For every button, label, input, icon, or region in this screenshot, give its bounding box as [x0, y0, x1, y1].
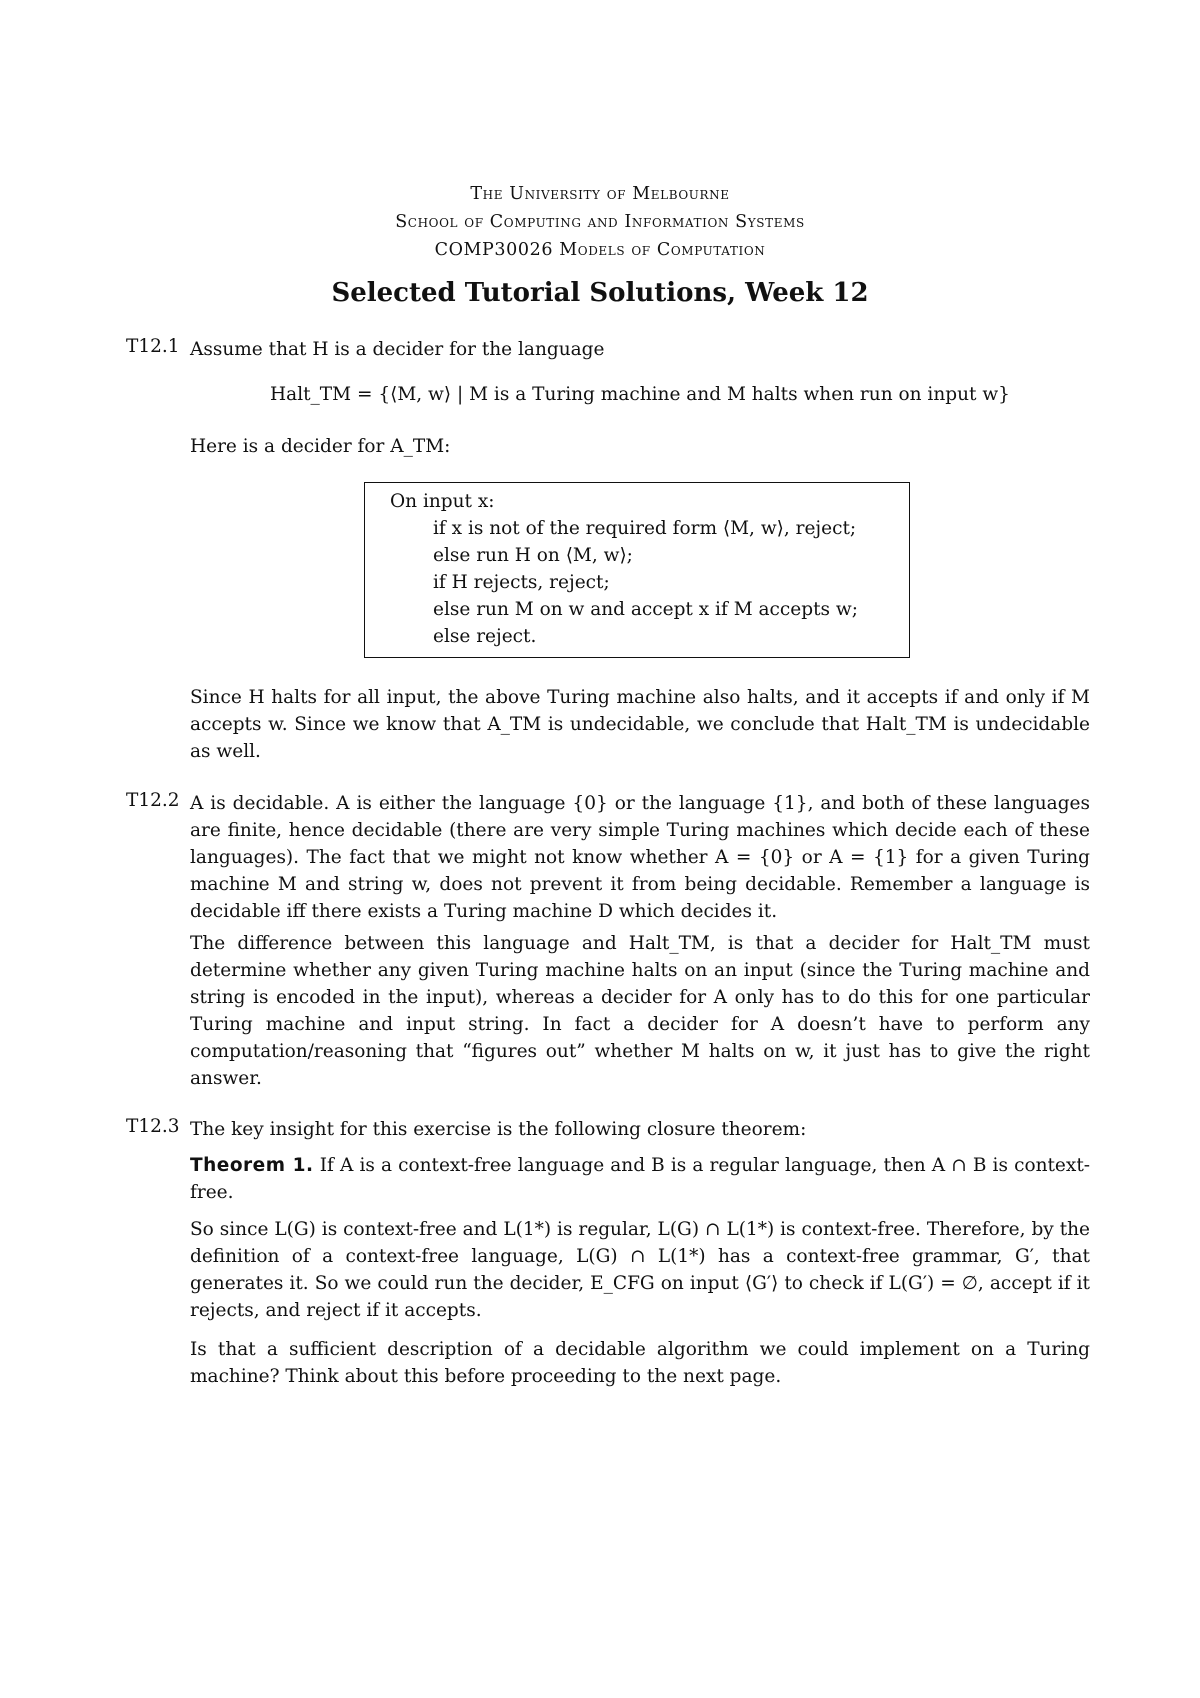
exercise-label-t12-1: T12.1 [126, 336, 180, 357]
algorithm-line: if H rejects, reject; [433, 572, 610, 593]
t12-3-paragraph-1: So since L(G) is context-free and L(1*) is regular, L(G) ∩ L(1*) is context-free. Therefore, by the definition of a context-free language, L(G) ∩ L(1*) has a context-free grammar, G′, that generates it. So we could run the decider, E_CFG on input ⟨G′⟩ to check if L(G′) = ∅, accept if it rejects, and reject if it accepts. [190, 1219, 1090, 1321]
t12-1-conclusion: Since H halts for all input, the above Turing machine also halts, and it accepts if and only if M accepts w. Since we know that A_TM is undecidable, we conclude that Halt_TM is undecidable as well. [190, 687, 1090, 762]
algorithm-line: else run H on ⟨M, w⟩; [433, 545, 633, 566]
decider-algorithm-box [364, 482, 910, 658]
school-name: School of Computing and Information Systems [395, 212, 805, 232]
course-name: COMP30026 Models of Computation [434, 240, 766, 260]
t12-3-paragraph-2: Is that a sufficient description of a decidable algorithm we could implement on a Turing machine? Think about this before proceeding to the next page. [190, 1339, 1090, 1387]
algorithm-line: On input x: [390, 491, 495, 512]
algorithm-line: else run M on w and accept x if M accepts w; [433, 599, 858, 620]
t12-1-decider-intro: Here is a decider for A_TM: [190, 436, 451, 457]
exercise-label-t12-3: T12.3 [126, 1116, 180, 1137]
theorem-text: If A is a context-free language and B is a regular language, then A ∩ B is context-free. [190, 1155, 1091, 1203]
theorem-label: Theorem 1. [190, 1155, 314, 1176]
halt-tm-definition: Halt_TM = {⟨M, w⟩ | M is a Turing machine and M halts when run on input w} [270, 384, 1010, 405]
exercise-label-t12-2: T12.2 [126, 790, 180, 811]
algorithm-line: else reject. [433, 626, 537, 647]
t12-2-paragraph-1: A is decidable. A is either the language {0} or the language {1}, and both of these languages are finite, hence decidable (there are very simple Turing machines which decide each of these languages). The fact that we might not know whether A = {0} or A = {1} for a given Turing machine M and string w, does not prevent it from being decidable. Remember a language is decidable iff there exists a Turing machine D which decides it. [190, 793, 1090, 922]
t12-2-paragraph-2: The difference between this language and Halt_TM, is that a decider for Halt_TM must determine whether any given Turing machine halts on an input (since the Turing machine and string is encoded in the input), whereas a decider for A only has to do this for one particular Turing machine and input string. In fact a decider for A doesn’t have to perform any computation/reasoning that “figures out” whether M halts on w, it just has to give the right answer. [190, 933, 1090, 1089]
t12-1-intro: Assume that H is a decider for the language [190, 339, 605, 360]
page-title: Selected Tutorial Solutions, Week 12 [331, 278, 869, 308]
t12-3-intro: The key insight for this exercise is the following closure theorem: [190, 1119, 807, 1140]
algorithm-line: if x is not of the required form ⟨M, w⟩, reject; [433, 518, 857, 539]
university-name: The University of Melbourne [470, 184, 730, 204]
theorem-1 [190, 1152, 1090, 1206]
document-header [0, 180, 1200, 264]
